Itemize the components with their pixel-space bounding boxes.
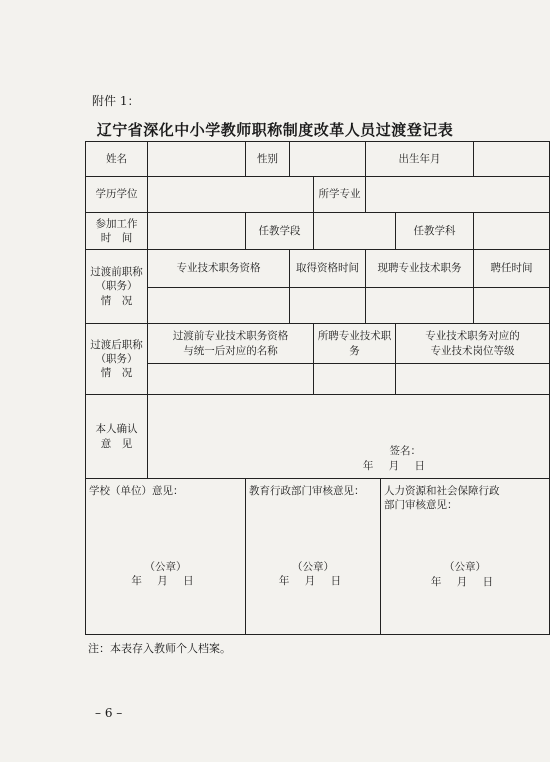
hr-review-label: 人力资源和社会保障行政 部门审核意见： (384, 485, 500, 512)
name-value-cell[interactable] (148, 142, 246, 177)
edu-review-label: 教育行政部门审核意见： (249, 485, 365, 497)
school-opinion-label: 学校（单位）意见： (89, 485, 184, 497)
after-grade-cell[interactable] (396, 364, 550, 395)
subject-label: 任教学科 (396, 213, 474, 250)
edu-seal: （公章） (292, 561, 334, 574)
name-label: 姓名 (86, 142, 148, 177)
edu-review-cell[interactable] (246, 479, 381, 635)
major-label: 所学专业 (314, 177, 366, 213)
row-after-header (86, 324, 550, 364)
after-position-header: 所聘专业技术职务 (314, 324, 396, 364)
school-date: 年 月 日 (131, 575, 200, 588)
row-basic-info (86, 142, 550, 177)
row-education (86, 177, 550, 213)
school-opinion-cell[interactable] (86, 479, 246, 635)
row-before-header (86, 250, 550, 288)
after-name-header: 过渡前专业技术职务资格 与统一后对应的名称 (148, 324, 314, 364)
hr-date: 年 月 日 (430, 575, 500, 588)
signature-label: 签名： (389, 445, 421, 457)
form-title: 辽宁省深化中小学教师职称制度改革人员过渡登记表 (96, 121, 454, 139)
confirm-label: 本人确认 意 见 (86, 395, 148, 479)
after-name-cell[interactable] (148, 364, 314, 395)
page-number: – 6 – (95, 706, 123, 720)
row-before-values (86, 288, 550, 324)
signature-date: 年 月 日 (362, 460, 431, 472)
edu-date: 年 月 日 (278, 575, 348, 588)
before-qualification-cell[interactable] (148, 288, 290, 324)
row-work (86, 213, 550, 250)
row-confirm (86, 395, 550, 479)
before-current-position-header: 现聘专业技术职务 (366, 250, 474, 288)
gender-value-cell[interactable] (290, 142, 366, 177)
major-value-cell[interactable] (366, 177, 550, 213)
school-seal: （公章） (144, 561, 187, 574)
subject-value-cell[interactable] (474, 213, 550, 250)
before-appointment-time-header: 聘任时间 (474, 250, 550, 288)
hr-review-cell[interactable] (381, 479, 550, 635)
after-section-label: 过渡后职称 （职务） 情 况 (86, 324, 148, 395)
before-section-label: 过渡前职称 （职务） 情 况 (86, 250, 148, 324)
stage-value-cell[interactable] (314, 213, 396, 250)
education-label: 学历学位 (86, 177, 148, 213)
registration-form-table (85, 141, 550, 635)
gender-label: 性别 (246, 142, 290, 177)
row-after-values (86, 364, 550, 395)
before-obtained-time-cell[interactable] (290, 288, 366, 324)
after-position-cell[interactable] (314, 364, 396, 395)
education-value-cell[interactable] (148, 177, 314, 213)
before-obtained-time-header: 取得资格时间 (290, 250, 366, 288)
after-grade-header: 专业技术职务对应的 专业技术岗位等级 (396, 324, 550, 364)
work-start-value-cell[interactable] (148, 213, 246, 250)
hr-seal: （公章） (444, 561, 486, 574)
footer-note: 注：本表存入教师个人档案。 (88, 642, 231, 655)
before-appointment-time-cell[interactable] (474, 288, 550, 324)
work-start-label: 参加工作 时 间 (86, 213, 148, 250)
stage-label: 任教学段 (246, 213, 314, 250)
birth-value-cell[interactable] (474, 142, 550, 177)
before-qualification-header: 专业技术职务资格 (148, 250, 290, 288)
before-current-position-cell[interactable] (366, 288, 474, 324)
attachment-label: 附件 1： (92, 94, 140, 108)
confirm-signature-cell[interactable] (148, 395, 550, 479)
row-review (86, 479, 550, 635)
birth-label: 出生年月 (366, 142, 474, 177)
